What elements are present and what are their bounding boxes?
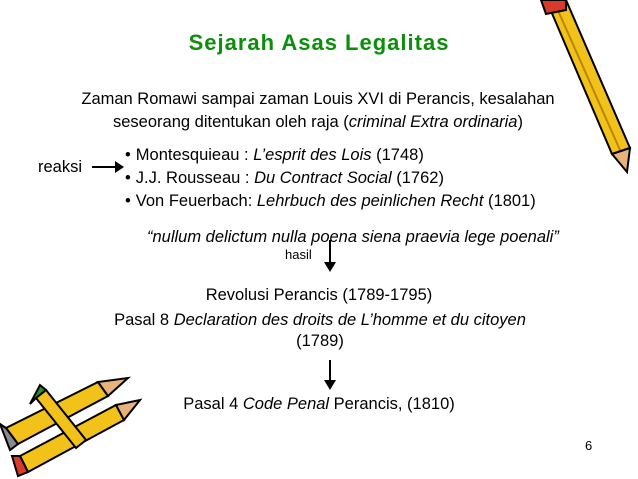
- slide-title: Sejarah Asas Legalitas: [188, 30, 450, 55]
- pasal-4-suffix: Perancis, (1810): [329, 395, 455, 413]
- list-item-year: (1748): [371, 146, 424, 164]
- pasal-8-prefix: Pasal 8: [114, 311, 174, 329]
- pasal-8-italic: Declaration des droits de L’homme et du citoyen: [173, 311, 526, 329]
- list-item: [125, 144, 536, 167]
- list-item-year: (1762): [391, 169, 444, 187]
- list-item: [125, 167, 536, 190]
- list-item-prefix: Von Feuerbach:: [135, 192, 257, 210]
- list-item-prefix: Montesquieau :: [135, 146, 254, 164]
- arrow-down-icon: [324, 360, 336, 390]
- arrow-right-icon: [92, 161, 124, 173]
- pasal-8-text: [60, 310, 580, 352]
- list-item-work: Du Contract Social: [254, 169, 392, 187]
- list-item-work: L’esprit des Lois: [253, 146, 372, 164]
- revolusi-text: Revolusi Perancis (1789-1795): [205, 286, 433, 304]
- hasil-label: hasil: [285, 247, 312, 262]
- list-item-work: Lehrbuch des peinlichen Recht: [256, 192, 484, 210]
- pasal-4-text: [0, 395, 638, 414]
- pasal-8-line: [60, 310, 580, 331]
- list-item: [125, 190, 536, 213]
- list-item-year: (1801): [483, 192, 536, 210]
- thinkers-list: [125, 144, 536, 213]
- pencil-icon: [541, 0, 630, 172]
- intro-text: [38, 88, 598, 134]
- pasal-4-italic: Code Penal: [242, 395, 330, 413]
- page-number: 6: [585, 438, 593, 453]
- intro-line-2-text: seseorang ditentukan oleh raja (: [113, 113, 349, 131]
- intro-line-2-close: ): [517, 113, 523, 131]
- pasal-4-prefix: Pasal 4: [183, 395, 243, 413]
- legal-maxim: “nullum delictum nulla poena siena praevia lege poenali”: [147, 228, 559, 246]
- list-item-prefix: J.J. Rousseau :: [135, 169, 255, 187]
- reaksi-label: reaksi: [38, 158, 83, 176]
- intro-line-1: Zaman Romawi sampai zaman Louis XVI di Perancis, kesalahan: [81, 90, 555, 108]
- intro-line-2: [38, 111, 598, 134]
- pasal-8-year: (1789): [296, 332, 344, 350]
- intro-line-2-italic: criminal Extra ordinaria: [348, 113, 518, 131]
